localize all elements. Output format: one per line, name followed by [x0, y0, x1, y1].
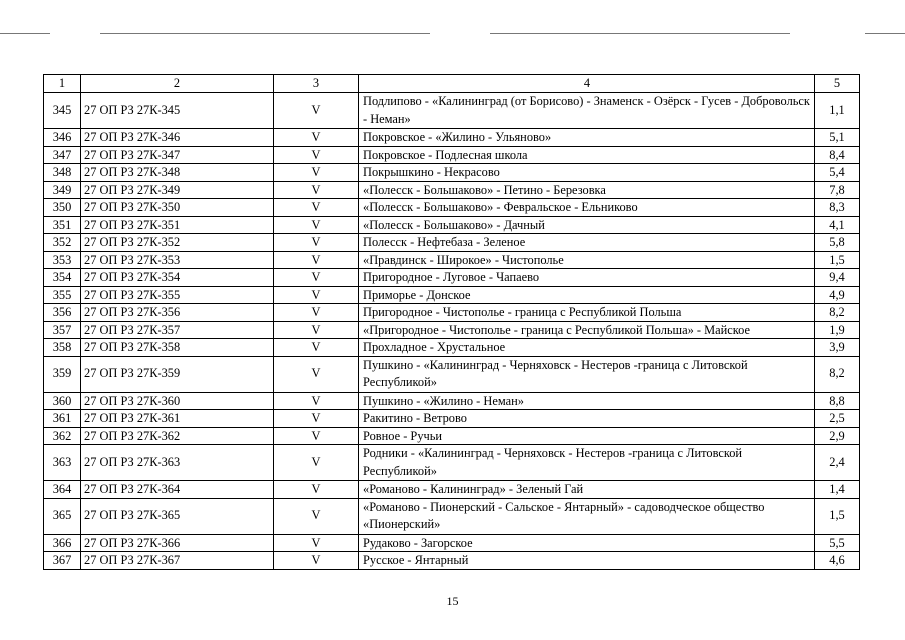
row-number-cell: 350: [44, 199, 81, 217]
category-cell: V: [274, 445, 359, 481]
row-number-cell: 359: [44, 356, 81, 392]
length-cell: 5,8: [815, 234, 860, 252]
length-cell: 2,5: [815, 410, 860, 428]
road-code-cell: 27 ОП РЗ 27К-359: [81, 356, 274, 392]
length-cell: 4,6: [815, 552, 860, 570]
row-number-cell: 352: [44, 234, 81, 252]
road-code-cell: 27 ОП РЗ 27К-366: [81, 534, 274, 552]
table-row: [44, 251, 860, 269]
header-rule-segment: [865, 33, 905, 34]
table-row: [44, 339, 860, 357]
row-number-cell: 365: [44, 498, 81, 534]
table-row: [44, 481, 860, 499]
length-cell: 4,1: [815, 216, 860, 234]
page-number: 15: [446, 594, 459, 608]
road-code-cell: 27 ОП РЗ 27К-355: [81, 286, 274, 304]
table-row: [44, 356, 860, 392]
road-name-cell: Пригородное - Чистополье - граница с Республикой Польша: [359, 304, 815, 322]
category-cell: V: [274, 339, 359, 357]
header-rule-segment: [100, 33, 430, 34]
category-cell: V: [274, 93, 359, 129]
length-cell: 1,1: [815, 93, 860, 129]
row-number-cell: 364: [44, 481, 81, 499]
row-number-cell: 366: [44, 534, 81, 552]
category-cell: V: [274, 181, 359, 199]
row-number-cell: 351: [44, 216, 81, 234]
category-cell: V: [274, 356, 359, 392]
category-cell: V: [274, 498, 359, 534]
row-number-cell: 360: [44, 392, 81, 410]
road-code-cell: 27 ОП РЗ 27К-348: [81, 164, 274, 182]
length-cell: 3,9: [815, 339, 860, 357]
length-cell: 2,4: [815, 445, 860, 481]
road-name-cell: «Полесск - Большаково» - Февральское - Ельниково: [359, 199, 815, 217]
length-cell: 8,2: [815, 304, 860, 322]
road-code-cell: 27 ОП РЗ 27К-353: [81, 251, 274, 269]
row-number-cell: 357: [44, 321, 81, 339]
road-code-cell: 27 ОП РЗ 27К-351: [81, 216, 274, 234]
table-row: [44, 164, 860, 182]
category-cell: V: [274, 251, 359, 269]
road-code-cell: 27 ОП РЗ 27К-354: [81, 269, 274, 287]
length-cell: 1,5: [815, 498, 860, 534]
table-row: [44, 286, 860, 304]
road-name-cell: «Полесск - Большаково» - Дачный: [359, 216, 815, 234]
table-row: [44, 146, 860, 164]
row-number-cell: 353: [44, 251, 81, 269]
road-name-cell: Пушкино - «Жилино - Неман»: [359, 392, 815, 410]
road-code-cell: 27 ОП РЗ 27К-347: [81, 146, 274, 164]
road-name-cell: Покровское - Подлесная школа: [359, 146, 815, 164]
length-cell: 5,5: [815, 534, 860, 552]
length-cell: 9,4: [815, 269, 860, 287]
category-cell: V: [274, 304, 359, 322]
category-cell: V: [274, 269, 359, 287]
row-number-cell: 361: [44, 410, 81, 428]
table-row: [44, 552, 860, 570]
road-code-cell: 27 ОП РЗ 27К-346: [81, 129, 274, 147]
row-number-cell: 367: [44, 552, 81, 570]
road-name-cell: Покровское - «Жилино - Ульяново»: [359, 129, 815, 147]
road-name-cell: Подлипово - «Калининград (от Борисово) - Знаменск - Озёрск - Гусев - Добровольск - Неман»: [359, 93, 815, 129]
road-name-cell: «Романово - Пионерский - Сальское - Янтарный» - садоводческое общество «Пионерский»: [359, 498, 815, 534]
row-number-cell: 348: [44, 164, 81, 182]
table-row: [44, 321, 860, 339]
road-code-cell: 27 ОП РЗ 27К-349: [81, 181, 274, 199]
table-row: [44, 216, 860, 234]
length-cell: 4,9: [815, 286, 860, 304]
road-name-cell: «Романово - Калининград» - Зеленый Гай: [359, 481, 815, 499]
header-cell-1: 1: [44, 75, 81, 93]
road-name-cell: Русское - Янтарный: [359, 552, 815, 570]
road-name-cell: Ракитино - Ветрово: [359, 410, 815, 428]
road-code-cell: 27 ОП РЗ 27К-361: [81, 410, 274, 428]
length-cell: 8,8: [815, 392, 860, 410]
row-number-cell: 346: [44, 129, 81, 147]
row-number-cell: 362: [44, 427, 81, 445]
road-code-cell: 27 ОП РЗ 27К-356: [81, 304, 274, 322]
category-cell: V: [274, 146, 359, 164]
row-number-cell: 358: [44, 339, 81, 357]
road-code-cell: 27 ОП РЗ 27К-360: [81, 392, 274, 410]
road-name-cell: Прохладное - Хрустальное: [359, 339, 815, 357]
road-name-cell: Пригородное - Луговое - Чапаево: [359, 269, 815, 287]
table-row: [44, 181, 860, 199]
road-name-cell: Покрышкино - Некрасово: [359, 164, 815, 182]
row-number-cell: 347: [44, 146, 81, 164]
table-header-row: [44, 75, 860, 93]
length-cell: 8,2: [815, 356, 860, 392]
road-name-cell: «Пригородное - Чистополье - граница с Республикой Польша» - Майское: [359, 321, 815, 339]
row-number-cell: 349: [44, 181, 81, 199]
table-row: [44, 269, 860, 287]
road-code-cell: 27 ОП РЗ 27К-350: [81, 199, 274, 217]
row-number-cell: 354: [44, 269, 81, 287]
category-cell: V: [274, 286, 359, 304]
road-name-cell: Приморье - Донское: [359, 286, 815, 304]
length-cell: 5,1: [815, 129, 860, 147]
road-code-cell: 27 ОП РЗ 27К-357: [81, 321, 274, 339]
road-name-cell: «Правдинск - Широкое» - Чистополье: [359, 251, 815, 269]
road-code-cell: 27 ОП РЗ 27К-364: [81, 481, 274, 499]
category-cell: V: [274, 392, 359, 410]
header-rule-segment: [0, 33, 50, 34]
category-cell: V: [274, 552, 359, 570]
length-cell: 8,4: [815, 146, 860, 164]
road-code-cell: 27 ОП РЗ 27К-367: [81, 552, 274, 570]
category-cell: V: [274, 481, 359, 499]
length-cell: 2,9: [815, 427, 860, 445]
category-cell: V: [274, 216, 359, 234]
length-cell: 1,4: [815, 481, 860, 499]
header-cell-4: 4: [359, 75, 815, 93]
road-code-cell: 27 ОП РЗ 27К-362: [81, 427, 274, 445]
row-number-cell: 356: [44, 304, 81, 322]
length-cell: 1,5: [815, 251, 860, 269]
length-cell: 7,8: [815, 181, 860, 199]
table-row: [44, 534, 860, 552]
header-cell-3: 3: [274, 75, 359, 93]
category-cell: V: [274, 199, 359, 217]
table-row: [44, 199, 860, 217]
table-row: [44, 129, 860, 147]
category-cell: V: [274, 427, 359, 445]
road-code-cell: 27 ОП РЗ 27К-345: [81, 93, 274, 129]
road-code-cell: 27 ОП РЗ 27К-365: [81, 498, 274, 534]
road-name-cell: Родники - «Калининград - Черняховск - Нестеров -граница с Литовской Республикой»: [359, 445, 815, 481]
table-row: [44, 93, 860, 129]
row-number-cell: 345: [44, 93, 81, 129]
row-number-cell: 363: [44, 445, 81, 481]
table-row: [44, 392, 860, 410]
road-code-cell: 27 ОП РЗ 27К-363: [81, 445, 274, 481]
length-cell: 5,4: [815, 164, 860, 182]
road-name-cell: Ровное - Ручьи: [359, 427, 815, 445]
header-rule-segment: [490, 33, 790, 34]
roads-register-table: [43, 74, 860, 570]
category-cell: V: [274, 534, 359, 552]
table-row: [44, 234, 860, 252]
header-cell-2: 2: [81, 75, 274, 93]
row-number-cell: 355: [44, 286, 81, 304]
table-row: [44, 304, 860, 322]
category-cell: V: [274, 321, 359, 339]
road-code-cell: 27 ОП РЗ 27К-358: [81, 339, 274, 357]
category-cell: V: [274, 410, 359, 428]
category-cell: V: [274, 164, 359, 182]
length-cell: 8,3: [815, 199, 860, 217]
road-name-cell: Рудаково - Загорское: [359, 534, 815, 552]
road-name-cell: Полесск - Нефтебаза - Зеленое: [359, 234, 815, 252]
header-cell-5: 5: [815, 75, 860, 93]
table-row: [44, 427, 860, 445]
table-row: [44, 498, 860, 534]
table-row: [44, 445, 860, 481]
length-cell: 1,9: [815, 321, 860, 339]
road-name-cell: «Полесск - Большаково» - Петино - Березовка: [359, 181, 815, 199]
road-code-cell: 27 ОП РЗ 27К-352: [81, 234, 274, 252]
road-name-cell: Пушкино - «Калининград - Черняховск - Нестеров -граница с Литовской Республикой»: [359, 356, 815, 392]
table-row: [44, 410, 860, 428]
category-cell: V: [274, 129, 359, 147]
category-cell: V: [274, 234, 359, 252]
